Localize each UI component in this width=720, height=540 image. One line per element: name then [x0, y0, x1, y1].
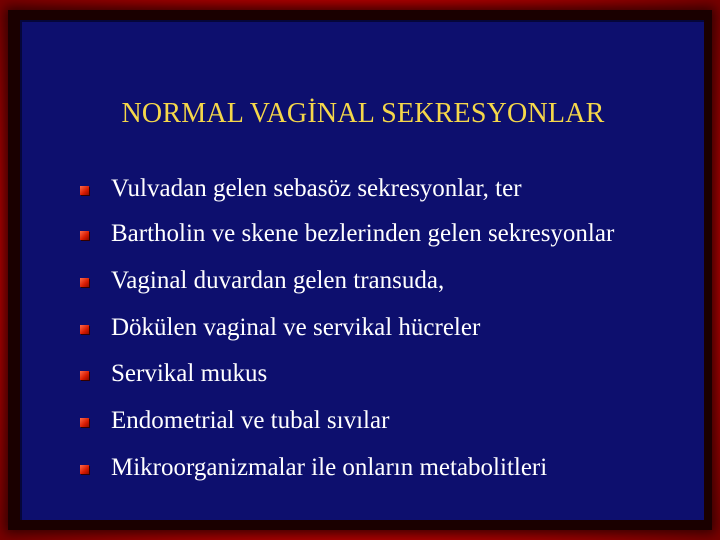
bullet-text: Dökülen vaginal ve servikal hücreler — [111, 314, 481, 341]
bullet-text: Servikal mukus — [111, 360, 268, 387]
square-bullet-icon — [80, 231, 89, 240]
square-bullet-icon — [80, 278, 89, 287]
bullet-text: Bartholin ve skene bezlerinden gelen sekresyonlar — [111, 220, 615, 247]
slide-title: NORMAL VAGİNAL SEKRESYONLAR — [121, 98, 605, 129]
square-bullet-icon — [80, 465, 89, 474]
square-bullet-icon — [80, 418, 89, 427]
bullet-text: Vaginal duvardan gelen transuda, — [111, 267, 445, 294]
square-bullet-icon — [80, 371, 89, 380]
square-bullet-icon — [80, 186, 89, 195]
bullet-text: Mikroorganizmalar ile onların metabolitleri — [111, 454, 548, 481]
bullet-text: Endometrial ve tubal sıvılar — [111, 407, 390, 434]
square-bullet-icon — [80, 325, 89, 334]
content-panel — [20, 20, 704, 520]
bullet-text: Vulvadan gelen sebasöz sekresyonlar, ter — [111, 175, 522, 202]
